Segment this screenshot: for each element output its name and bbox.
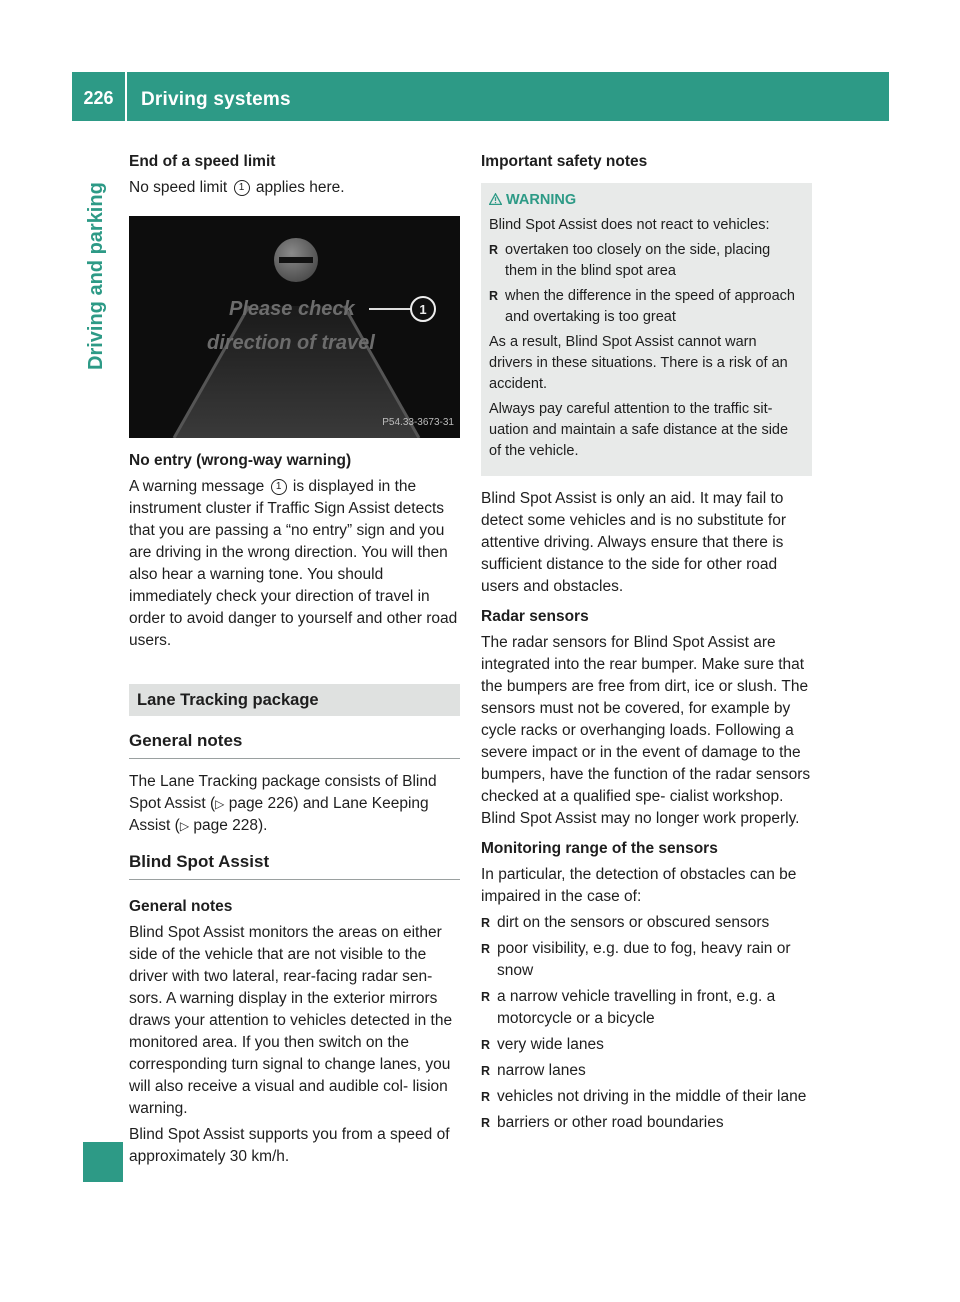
end-speed-text: No speed limit 1 applies here. <box>129 179 345 196</box>
instrument-cluster-figure <box>129 216 460 438</box>
side-chapter-label: Driving and parking <box>85 182 107 370</box>
monitoring-range-title: Monitoring range of the sensors <box>481 840 718 857</box>
bsa-general-notes-text: Blind Spot Assist monitors the areas on either side of the vehicle that are not visible to the driver with two lateral, rear-facing radar sen- sors. A warning display in the exterior mirrors draws your attention to vehicles detected in the monitored area. If you then switch on the corresponding turn signal to change lanes, you will also receive a visual and audible col- lision warning. <box>129 924 453 1117</box>
header-divider <box>125 72 127 121</box>
warning-box <box>481 183 812 476</box>
right-column <box>481 151 812 1138</box>
bsa-speed-text: Blind Spot Assist supports you from a speed of approximately 30 km/h. <box>129 1126 450 1165</box>
chapter-title: Driving systems <box>141 89 291 110</box>
safety-notes-title: Important safety notes <box>481 153 648 170</box>
page-number: 226 <box>83 88 114 108</box>
callout-number: 1 <box>419 302 427 317</box>
warning-result: As a result, Blind Spot Assist cannot warn drivers in these situations. There is a risk of an accident. <box>489 334 788 392</box>
bsa-general-notes-title: General notes <box>129 898 233 915</box>
callout-marker: 1 <box>234 180 250 196</box>
left-column <box>129 151 460 1172</box>
warning-header: WARNING <box>489 190 804 211</box>
list-item: R overtaken too closely on the side, placing them in the blind spot area <box>489 240 804 282</box>
end-speed-title: End of a speed limit <box>129 153 276 170</box>
no-entry-bar <box>279 257 313 263</box>
figure-line2: direction of travel <box>207 332 375 354</box>
list-item: R very wide lanes <box>481 1034 812 1056</box>
page-ref-icon[interactable]: ▷ <box>215 797 225 811</box>
monitoring-intro: In particular, the detection of obstacles can be impaired in the case of: <box>481 866 797 905</box>
road-graphic <box>129 216 460 438</box>
figure-line1: Please check <box>229 298 355 320</box>
warning-attention: Always pay careful attention to the traffic sit- uation and maintain a safe distance at the side of the vehicle. <box>489 401 789 459</box>
figure-code: P54.33-3673-31 <box>382 417 454 428</box>
list-item: R narrow lanes <box>481 1060 812 1082</box>
list-item: R when the difference in the speed of approach and overtaking is too great <box>489 286 804 328</box>
side-tab-marker <box>83 1142 123 1182</box>
radar-sensors-text: The radar sensors for Blind Spot Assist are integrated into the rear bumper. Make sure that the bumpers are free from dirt, ice or slush. The sensors must not be covered, for example by cycle racks or overhanging loads. Following a severe impact or in the event of damage to the bumpers, have the function of the radar sensors checked at a qualified spe- cialist workshop. Blind Spot Assist may no longer work properly. <box>481 634 811 827</box>
monitoring-list <box>481 912 812 1134</box>
lane-tracking-section-header: Lane Tracking package <box>129 684 460 716</box>
warning-intro: Blind Spot Assist does not react to vehicles: <box>489 217 770 233</box>
callout-marker: 1 <box>271 479 287 495</box>
blind-spot-assist-heading: Blind Spot Assist <box>129 851 460 880</box>
radar-sensors-title: Radar sensors <box>481 608 589 625</box>
list-item: R dirt on the sensors or obscured sensors <box>481 912 812 934</box>
list-item: R poor visibility, e.g. due to fog, heavy rain or snow <box>481 938 812 982</box>
list-item: R barriers or other road boundaries <box>481 1112 812 1134</box>
warning-list <box>489 240 804 328</box>
list-item: R vehicles not driving in the middle of their lane <box>481 1086 812 1108</box>
no-entry-title: No entry (wrong-way warning) <box>129 452 352 469</box>
general-notes-text: The Lane Tracking package consists of Blind Spot Assist (▷ page 226) and Lane Keeping Assist (▷ page 228). <box>129 773 437 834</box>
page-ref-icon[interactable]: ▷ <box>179 819 190 833</box>
no-entry-text: A warning message 1 is displayed in the instrument cluster if Traffic Sign Assist detects that you are passing a “no entry” sign and you are driving in the wrong direction. You will then also hear a warning tone. You should immediately check your direction of travel in order to avoid danger to yourself and other road users. <box>129 478 458 649</box>
warning-triangle-icon <box>489 193 502 205</box>
aid-text: Blind Spot Assist is only an aid. It may fail to detect some vehicles and is no substitute for attentive driving. Always ensure that there is sufficient distance to the side for other road users and obstacles. <box>481 490 786 595</box>
general-notes-heading: General notes <box>129 730 460 759</box>
list-item: R a narrow vehicle travelling in front, e.g. a motorcycle or a bicycle <box>481 986 812 1030</box>
